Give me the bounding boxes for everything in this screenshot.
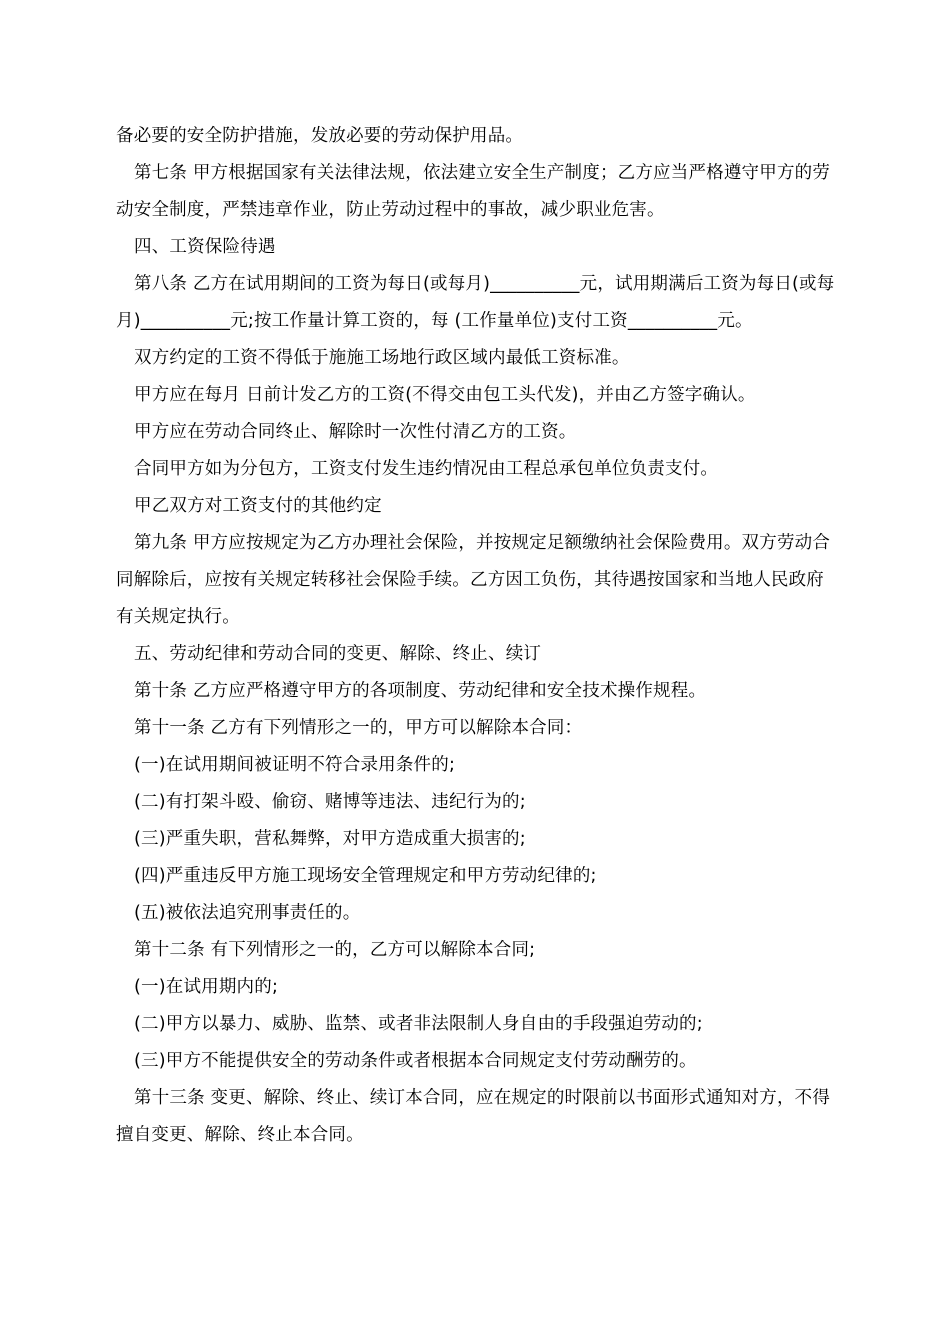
wage-settlement-clause: 甲方应在劳动合同终止、解除时一次性付清乙方的工资。 <box>134 422 577 442</box>
document-body <box>116 118 838 1154</box>
article-7: 第七条 甲方根据国家有关法律法规，依法建立安全生产制度；乙方应当严格遵守甲方的劳动安全制度，严禁违章作业，防止劳动过程中的事故，减少职业危害。 <box>116 163 831 220</box>
list-item: (三)严重失职，营私舞弊，对甲方造成重大损害的; <box>134 829 526 849</box>
wage-minimum-clause: 双方约定的工资不得低于施施工场地行政区域内最低工资标准。 <box>134 348 630 368</box>
section-heading-discipline: 五、劳动纪律和劳动合同的变更、解除、终止、续订 <box>134 644 542 664</box>
article-11: 第十一条 乙方有下列情形之一的，甲方可以解除本合同： <box>134 718 583 738</box>
paragraph-continuation: 备必要的安全防护措施，发放必要的劳动保护用品。 <box>116 126 524 146</box>
article-8: 第八条 乙方在试用期间的工资为每日(或每月)__________元，试用期满后工资为每日(或每月)__________元;按工作量计算工资的，每 (工作量单位)支付工资__________元。 <box>116 274 835 331</box>
list-item: (一)在试用期内的; <box>134 977 279 997</box>
list-item: (五)被依法追究刑事责任的。 <box>134 903 361 923</box>
article-9: 第九条 甲方应按规定为乙方办理社会保险，并按规定足额缴纳社会保险费用。双方劳动合同解除后，应按有关规定转移社会保险手续。乙方因工负伤，其待遇按国家和当地人民政府有关规定执行。 <box>116 533 831 627</box>
wage-payment-date-clause: 甲方应在每月 日前计发乙方的工资(不得交由包工头代发)，并由乙方签字确认。 <box>134 385 756 405</box>
list-item: (三)甲方不能提供安全的劳动条件或者根据本合同规定支付劳动酬劳的。 <box>134 1051 697 1071</box>
list-item: (一)在试用期间被证明不符合录用条件的; <box>134 755 456 775</box>
article-10: 第十条 乙方应严格遵守甲方的各项制度、劳动纪律和安全技术操作规程。 <box>134 681 707 701</box>
list-item: (二)甲方以暴力、威胁、监禁、或者非法限制人身自由的手段强迫劳动的; <box>134 1014 703 1034</box>
subcontractor-clause: 合同甲方如为分包方，工资支付发生违约情况由工程总承包单位负责支付。 <box>134 459 719 479</box>
list-item: (四)严重违反甲方施工现场安全管理规定和甲方劳动纪律的; <box>134 866 597 886</box>
other-wage-agreements: 甲乙双方对工资支付的其他约定 <box>134 496 382 516</box>
article-13: 第十三条 变更、解除、终止、续订本合同，应在规定的时限前以书面形式通知对方，不得擅自变更、解除、终止本合同。 <box>116 1088 831 1145</box>
list-item: (二)有打架斗殴、偷窃、赌博等违法、违纪行为的; <box>134 792 526 812</box>
section-heading-wages-insurance: 四、工资保险待遇 <box>134 237 276 257</box>
article-12: 第十二条 有下列情形之一的，乙方可以解除本合同; <box>134 940 536 960</box>
